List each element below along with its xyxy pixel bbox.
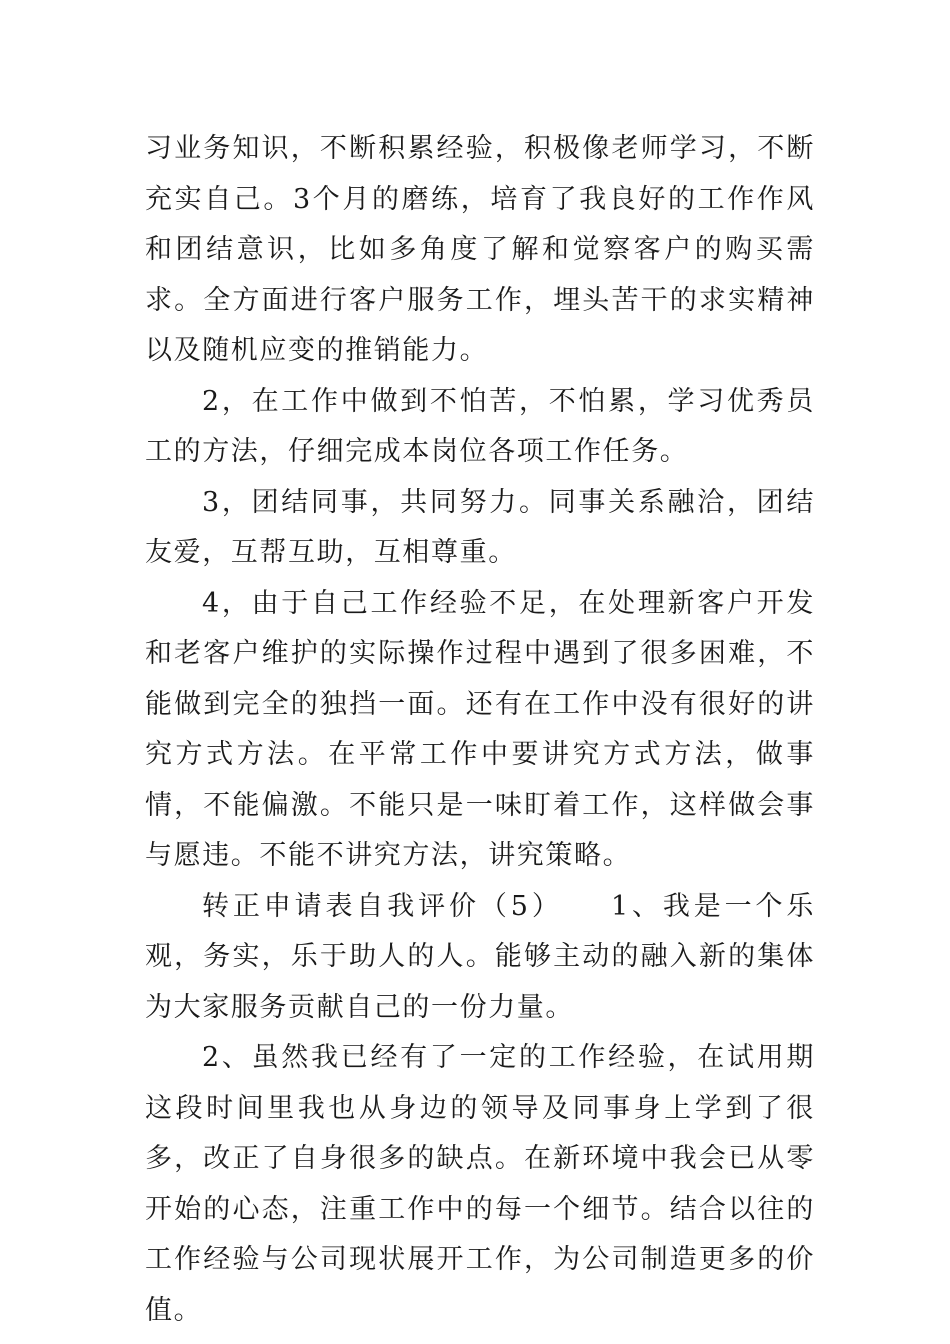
- paragraph-6: 2、虽然我已经有了一定的工作经验，在试用期这段时间里我也从身边的领导及同事身上学到了很多，改正了自身很多的缺点。在新环境中我会已从零开始的心态，注重工作中的每一个细节。结合以往的工作经验与公司现状展开工作，为公司制造更多的价值。: [145, 1042, 815, 1326]
- paragraph-3: 3，团结同事，共同努力。同事关系融洽，团结友爱，互帮互助，互相尊重。: [145, 486, 815, 568]
- paragraph-1: 习业务知识，不断积累经验，积极像老师学习，不断充实自己。3个月的磨练，培育了我良好的工作作风和团结意识，比如多角度了解和觉察客户的购买需求。全方面进行客户服务工作，埋头苦干的求实精神以及随机应变的推销能力。: [145, 133, 815, 366]
- paragraph-5: 转正申请表自我评价（5） 1、我是一个乐观，务实，乐于助人的人。能够主动的融入新的集体为大家服务贡献自己的一份力量。: [145, 890, 815, 1023]
- paragraph-4: 4，由于自己工作经验不足，在处理新客户开发和老客户维护的实际操作过程中遇到了很多困难，不能做到完全的独挡一面。还有在工作中没有很好的讲究方式方法。在平常工作中要讲究方式方法，做事情，不能偏激。不能只是一味盯着工作，这样做会事与愿违。不能不讲究方法，讲究策略。: [145, 587, 815, 871]
- document-body: [145, 124, 815, 1336]
- paragraph-2: 2，在工作中做到不怕苦，不怕累，学习优秀员工的方法，仔细完成本岗位各项工作任务。: [145, 385, 815, 467]
